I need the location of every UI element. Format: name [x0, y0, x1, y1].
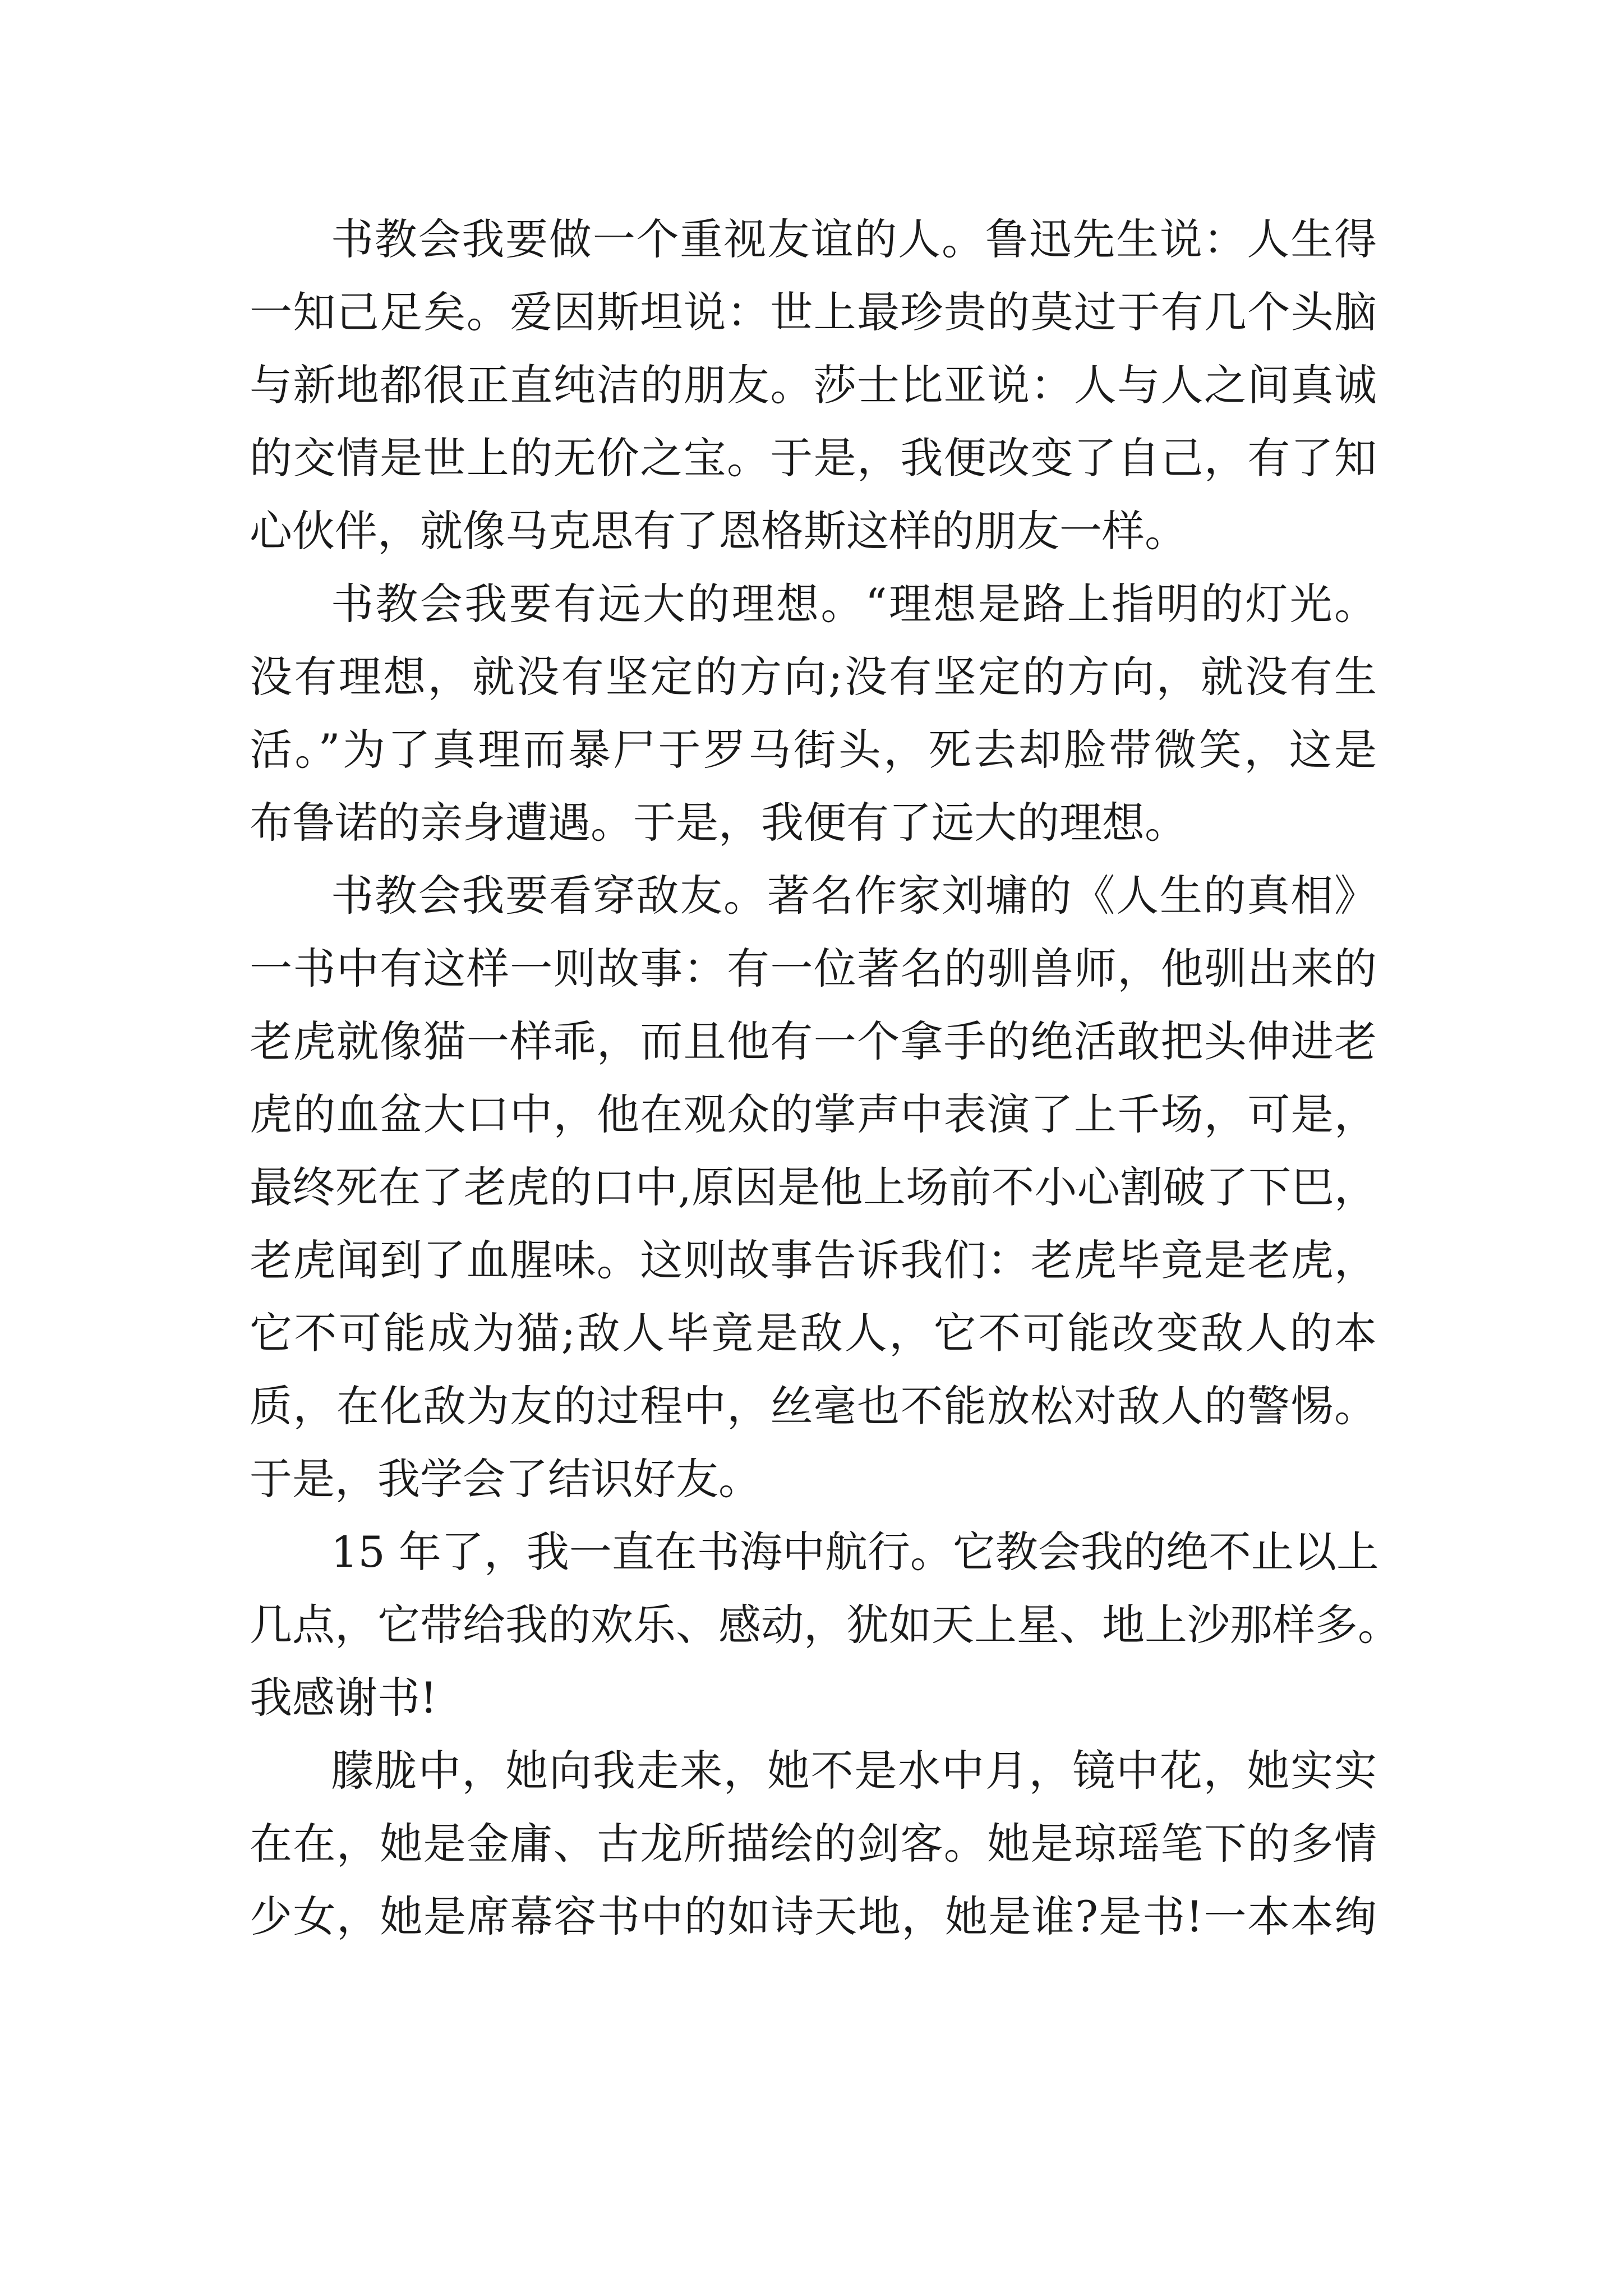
- text-line: 虎的血盆大口中，他在观众的掌声中表演了上千场，可是，: [250, 1089, 1377, 1139]
- text-line: 于是，我学会了结识好友。: [250, 1454, 761, 1504]
- text-line: 我感谢书!: [250, 1673, 437, 1723]
- text-line: 与新地都很正直纯洁的朋友。莎士比亚说：人与人之间真诚: [250, 360, 1377, 410]
- text-line: 书教会我要看穿敌友。著名作家刘墉的《人生的真相》: [331, 871, 1377, 921]
- text-line: 少女，她是席幕容书中的如诗天地，她是谁?是书!一本本绚: [250, 1892, 1377, 1941]
- text-line: 在在，她是金庸、古龙所描绘的剑客。她是琼瑶笔下的多情: [250, 1819, 1377, 1869]
- text-line: 它不可能成为猫;敌人毕竟是敌人，它不可能改变敌人的本: [250, 1308, 1377, 1358]
- text-line: 质，在化敌为友的过程中，丝毫也不能放松对敌人的警惕。: [250, 1381, 1377, 1431]
- text-line: 布鲁诺的亲身遭遇。于是，我便有了远大的理想。: [250, 798, 1187, 848]
- text-line: 的交情是世上的无价之宝。于是，我便改变了自己，有了知: [250, 433, 1377, 483]
- text-line: 一书中有这样一则故事：有一位著名的驯兽师，他驯出来的: [250, 944, 1377, 993]
- text-line: 几点，它带给我的欢乐、感动，犹如天上星、地上沙那样多。: [250, 1600, 1400, 1650]
- text-line: 没有理想，就没有坚定的方向;没有坚定的方向，就没有生: [250, 652, 1377, 702]
- text-line: 书教会我要做一个重视友谊的人。鲁迅先生说：人生得: [331, 214, 1377, 264]
- text-line: 朦胧中，她向我走来，她不是水中月，镜中花，她实实: [331, 1746, 1377, 1796]
- text-line: 一知己足矣。爱因斯坦说：世上最珍贵的莫过于有几个头脑: [250, 287, 1377, 337]
- text-line: 老虎就像猫一样乖，而且他有一个拿手的绝活敢把头伸进老: [250, 1016, 1377, 1066]
- text-line: 心伙伴，就像马克思有了恩格斯这样的朋友一样。: [250, 506, 1187, 556]
- text-line: 15 年了，我一直在书海中航行。它教会我的绝不止以上: [331, 1527, 1379, 1577]
- text-line: 书教会我要有远大的理想。“理想是路上指明的灯光。: [331, 579, 1377, 629]
- text-line: 老虎闻到了血腥味。这则故事告诉我们：老虎毕竟是老虎，: [250, 1235, 1377, 1285]
- text-line: 最终死在了老虎的口中,原因是他上场前不小心割破了下巴，: [250, 1162, 1377, 1212]
- text-line: 活。”为了真理而暴尸于罗马街头，死去却脸带微笑，这是: [250, 725, 1377, 775]
